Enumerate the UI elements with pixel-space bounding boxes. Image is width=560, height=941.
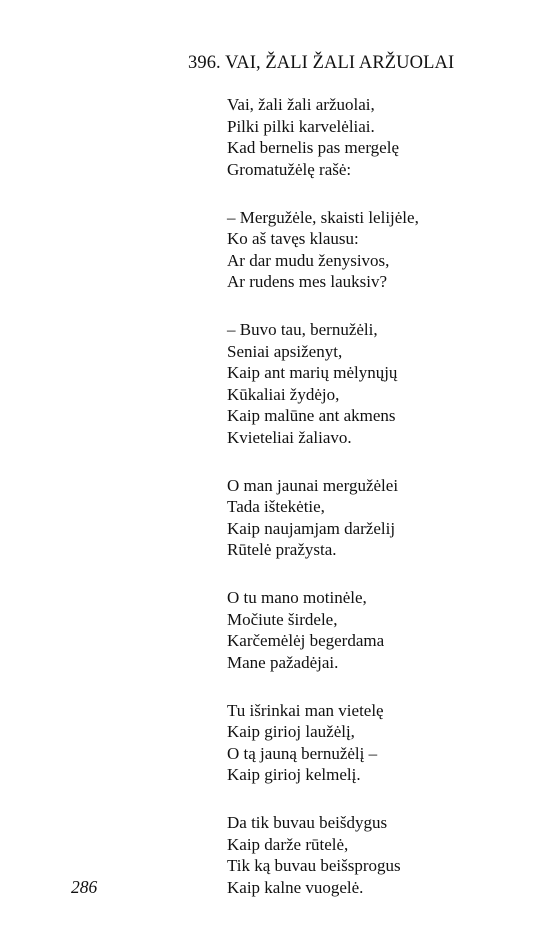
poem-line: Kaip kalne vuogelė.: [227, 877, 364, 897]
poem-line: Kaip ant marių mėlynųjų: [227, 363, 398, 382]
poem-line: O tą jauną bernužėlį –: [227, 743, 378, 763]
poem-line: Ar dar mudu ženysivos,: [227, 250, 390, 270]
poem-line: – Buvo tau, bernužėli,: [227, 320, 378, 339]
poem-line: Pilki pilki karvelėliai.: [227, 116, 375, 136]
poem-line: O man jaunai mergužėlei: [227, 475, 399, 495]
stanza: [227, 587, 547, 673]
poem-line: O tu mano motinėle,: [227, 588, 367, 607]
poem-title: 396. VAI, ŽALI ŽALI ARŽUOLAI: [188, 53, 455, 73]
stanza: [227, 207, 547, 293]
poem-line: Močiute širdele,: [227, 609, 338, 629]
stanza: [227, 475, 547, 561]
poem-line: Ar rudens mes lauksiv?: [227, 272, 388, 291]
poem-line: – Mergužėle, skaisti lelijėle,: [227, 207, 419, 227]
poem-line: Kaip malūne ant akmens: [227, 406, 396, 425]
poem-line: Vai, žali žali aržuolai,: [227, 95, 375, 114]
poem-line: Kvieteliai žaliavo.: [227, 427, 352, 447]
poem-line: Kaip girioj laužėlį,: [227, 722, 355, 741]
poem-line: Kūkaliai žydėjo,: [227, 384, 340, 404]
poem-line: Kad bernelis pas mergelę: [227, 138, 399, 157]
poem-line: Tik ką buvau beišsprogus: [227, 856, 401, 875]
stanza: [227, 700, 547, 786]
poem-line: Ko aš tavęs klausu:: [227, 229, 359, 248]
page-number: 286: [71, 877, 98, 897]
poem-line: Kaip naujamjam darželij: [227, 518, 396, 538]
stanza: [227, 94, 547, 180]
poem-line: Gromatužėlę rašė:: [227, 159, 352, 179]
poem-line: Karčemėlėj begerdama: [227, 631, 385, 650]
poem-line: Tu išrinkai man vietelę: [227, 700, 384, 720]
poem-body: [227, 94, 547, 925]
poem-line: Da tik buvau beišdygus: [227, 813, 388, 832]
poem-line: Tada ištekėtie,: [227, 497, 325, 516]
stanza: [227, 319, 547, 448]
stanza: [227, 812, 547, 898]
poem-line: Mane pažadėjai.: [227, 652, 339, 672]
poem-line: Seniai apsiženyt,: [227, 341, 343, 361]
poem-line: Kaip darže rūtelė,: [227, 834, 349, 854]
poem-line: Kaip girioj kelmelį.: [227, 765, 361, 784]
poem-line: Rūtelė pražysta.: [227, 540, 337, 559]
